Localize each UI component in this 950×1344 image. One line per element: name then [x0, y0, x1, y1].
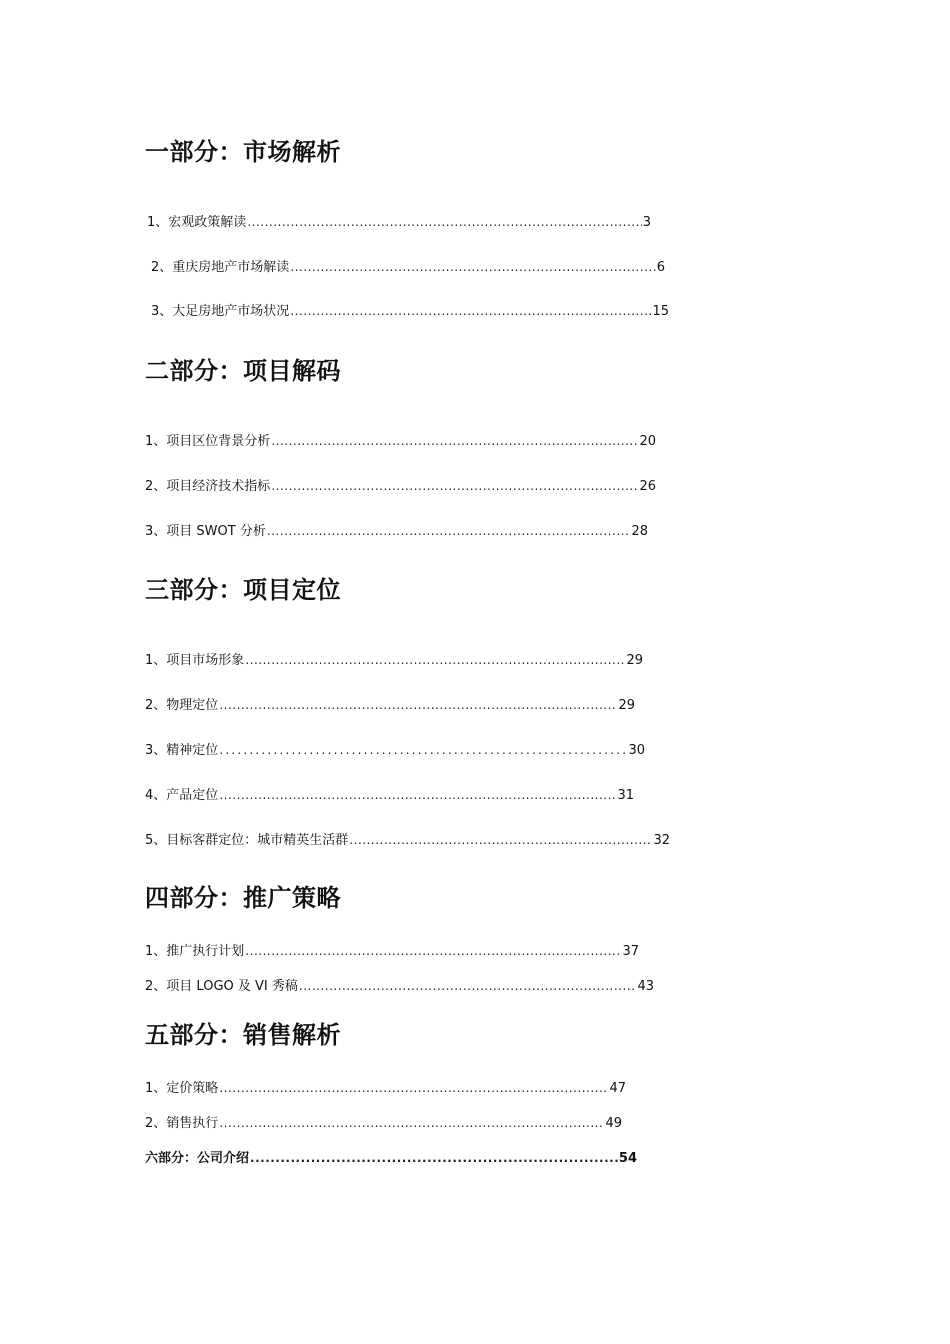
dot-leader — [271, 432, 638, 450]
dot-leader — [250, 1149, 618, 1167]
entry-separator: 、 — [153, 434, 167, 449]
entry-label: 项目 LOGO 及 VI 秀稿 — [166, 979, 298, 994]
toc-entry[interactable] — [145, 942, 639, 961]
entry-page: 3 — [642, 215, 651, 230]
toc-entry[interactable] — [151, 258, 665, 277]
entry-label: 精神定位 — [166, 743, 219, 758]
entry-page: 47 — [609, 1081, 626, 1096]
dot-leader — [290, 302, 651, 320]
entry-separator: 、 — [153, 743, 167, 758]
toc-entry[interactable] — [145, 477, 656, 496]
dot-leader — [219, 1079, 608, 1097]
entry-number: 1 — [145, 944, 154, 959]
dot-leader — [219, 1114, 604, 1132]
entry-separator: 、 — [153, 653, 167, 668]
entry-label: 重庆房地产市场解读 — [172, 260, 290, 275]
entry-separator: 、 — [159, 260, 173, 275]
entry-page: 15 — [652, 304, 669, 319]
section-heading-3: 三部分：项目定位 — [145, 576, 341, 604]
entry-separator: 、 — [159, 304, 173, 319]
entry-page: 32 — [653, 833, 670, 848]
entry-number: 3 — [145, 743, 154, 758]
entry-page: 29 — [626, 653, 643, 668]
dot-leader — [271, 477, 638, 495]
entry-number: 2 — [145, 479, 154, 494]
entry-separator: 、 — [153, 833, 167, 848]
entry-label: 推广执行计划 — [166, 944, 245, 959]
entry-page: 49 — [605, 1116, 622, 1131]
entry-number: 5 — [145, 833, 154, 848]
entry-label: 项目市场形象 — [166, 653, 245, 668]
entry-label: 产品定位 — [166, 788, 219, 803]
entry-label: 六部分：公司介绍 — [145, 1151, 250, 1166]
section-heading-4: 四部分：推广策略 — [145, 884, 341, 912]
entry-separator: 、 — [153, 944, 167, 959]
dot-leader — [219, 696, 617, 714]
section-heading-5: 五部分：销售解析 — [145, 1021, 341, 1049]
toc-entry[interactable] — [145, 522, 648, 541]
entry-label: 目标客群定位：城市精英生活群 — [166, 833, 349, 848]
section-heading-2: 二部分：项目解码 — [145, 357, 341, 385]
toc-entry[interactable] — [147, 213, 651, 232]
dot-leader — [349, 831, 652, 849]
entry-number: 4 — [145, 788, 154, 803]
entry-separator: 、 — [153, 479, 167, 494]
entry-label: 宏观政策解读 — [168, 215, 247, 230]
toc-entry[interactable] — [145, 651, 643, 670]
entry-number: 1 — [147, 215, 156, 230]
toc-entry[interactable] — [151, 302, 669, 321]
entry-page: 43 — [637, 979, 654, 994]
entry-page: 6 — [656, 260, 665, 275]
entry-separator: 、 — [155, 215, 169, 230]
entry-number: 2 — [151, 260, 160, 275]
entry-separator: 、 — [153, 1116, 167, 1131]
section-heading-1: 一部分：市场解析 — [145, 138, 341, 166]
toc-entry-company-intro[interactable] — [145, 1149, 637, 1168]
entry-number: 2 — [145, 698, 154, 713]
entry-page: 28 — [631, 524, 648, 539]
entry-page: 54 — [618, 1151, 637, 1166]
toc-entry[interactable] — [145, 696, 635, 715]
entry-number: 2 — [145, 979, 154, 994]
dot-leader — [245, 651, 625, 669]
dot-leader — [299, 977, 637, 995]
entry-page: 31 — [617, 788, 634, 803]
dot-leader — [219, 786, 616, 804]
entry-label: 定价策略 — [166, 1081, 219, 1096]
toc-entry[interactable] — [145, 1079, 626, 1098]
toc-entry[interactable] — [145, 432, 656, 451]
entry-separator: 、 — [153, 788, 167, 803]
entry-number: 3 — [151, 304, 160, 319]
entry-number: 1 — [145, 1081, 154, 1096]
entry-label: 项目经济技术指标 — [166, 479, 271, 494]
dot-leader — [219, 741, 627, 759]
entry-number: 3 — [145, 524, 154, 539]
entry-label: 销售执行 — [166, 1116, 219, 1131]
entry-number: 1 — [145, 434, 154, 449]
entry-number: 2 — [145, 1116, 154, 1131]
entry-separator: 、 — [153, 979, 167, 994]
entry-page: 37 — [622, 944, 639, 959]
entry-page: 26 — [639, 479, 656, 494]
entry-page: 29 — [618, 698, 635, 713]
dot-leader — [290, 258, 655, 276]
dot-leader — [267, 522, 631, 540]
toc-entry[interactable] — [145, 741, 645, 760]
toc-entry[interactable] — [145, 786, 634, 805]
entry-number: 1 — [145, 653, 154, 668]
dot-leader — [245, 942, 621, 960]
entry-separator: 、 — [153, 698, 167, 713]
entry-page: 30 — [628, 743, 645, 758]
toc-entry[interactable] — [145, 977, 654, 996]
dot-leader — [247, 213, 641, 231]
toc-entry[interactable] — [145, 831, 670, 850]
entry-separator: 、 — [153, 1081, 167, 1096]
entry-label: 项目区位背景分析 — [166, 434, 271, 449]
entry-label: 项目 SWOT 分析 — [166, 524, 266, 539]
entry-separator: 、 — [153, 524, 167, 539]
toc-entry[interactable] — [145, 1114, 622, 1133]
entry-label: 物理定位 — [166, 698, 219, 713]
entry-page: 20 — [639, 434, 656, 449]
entry-label: 大足房地产市场状况 — [172, 304, 290, 319]
